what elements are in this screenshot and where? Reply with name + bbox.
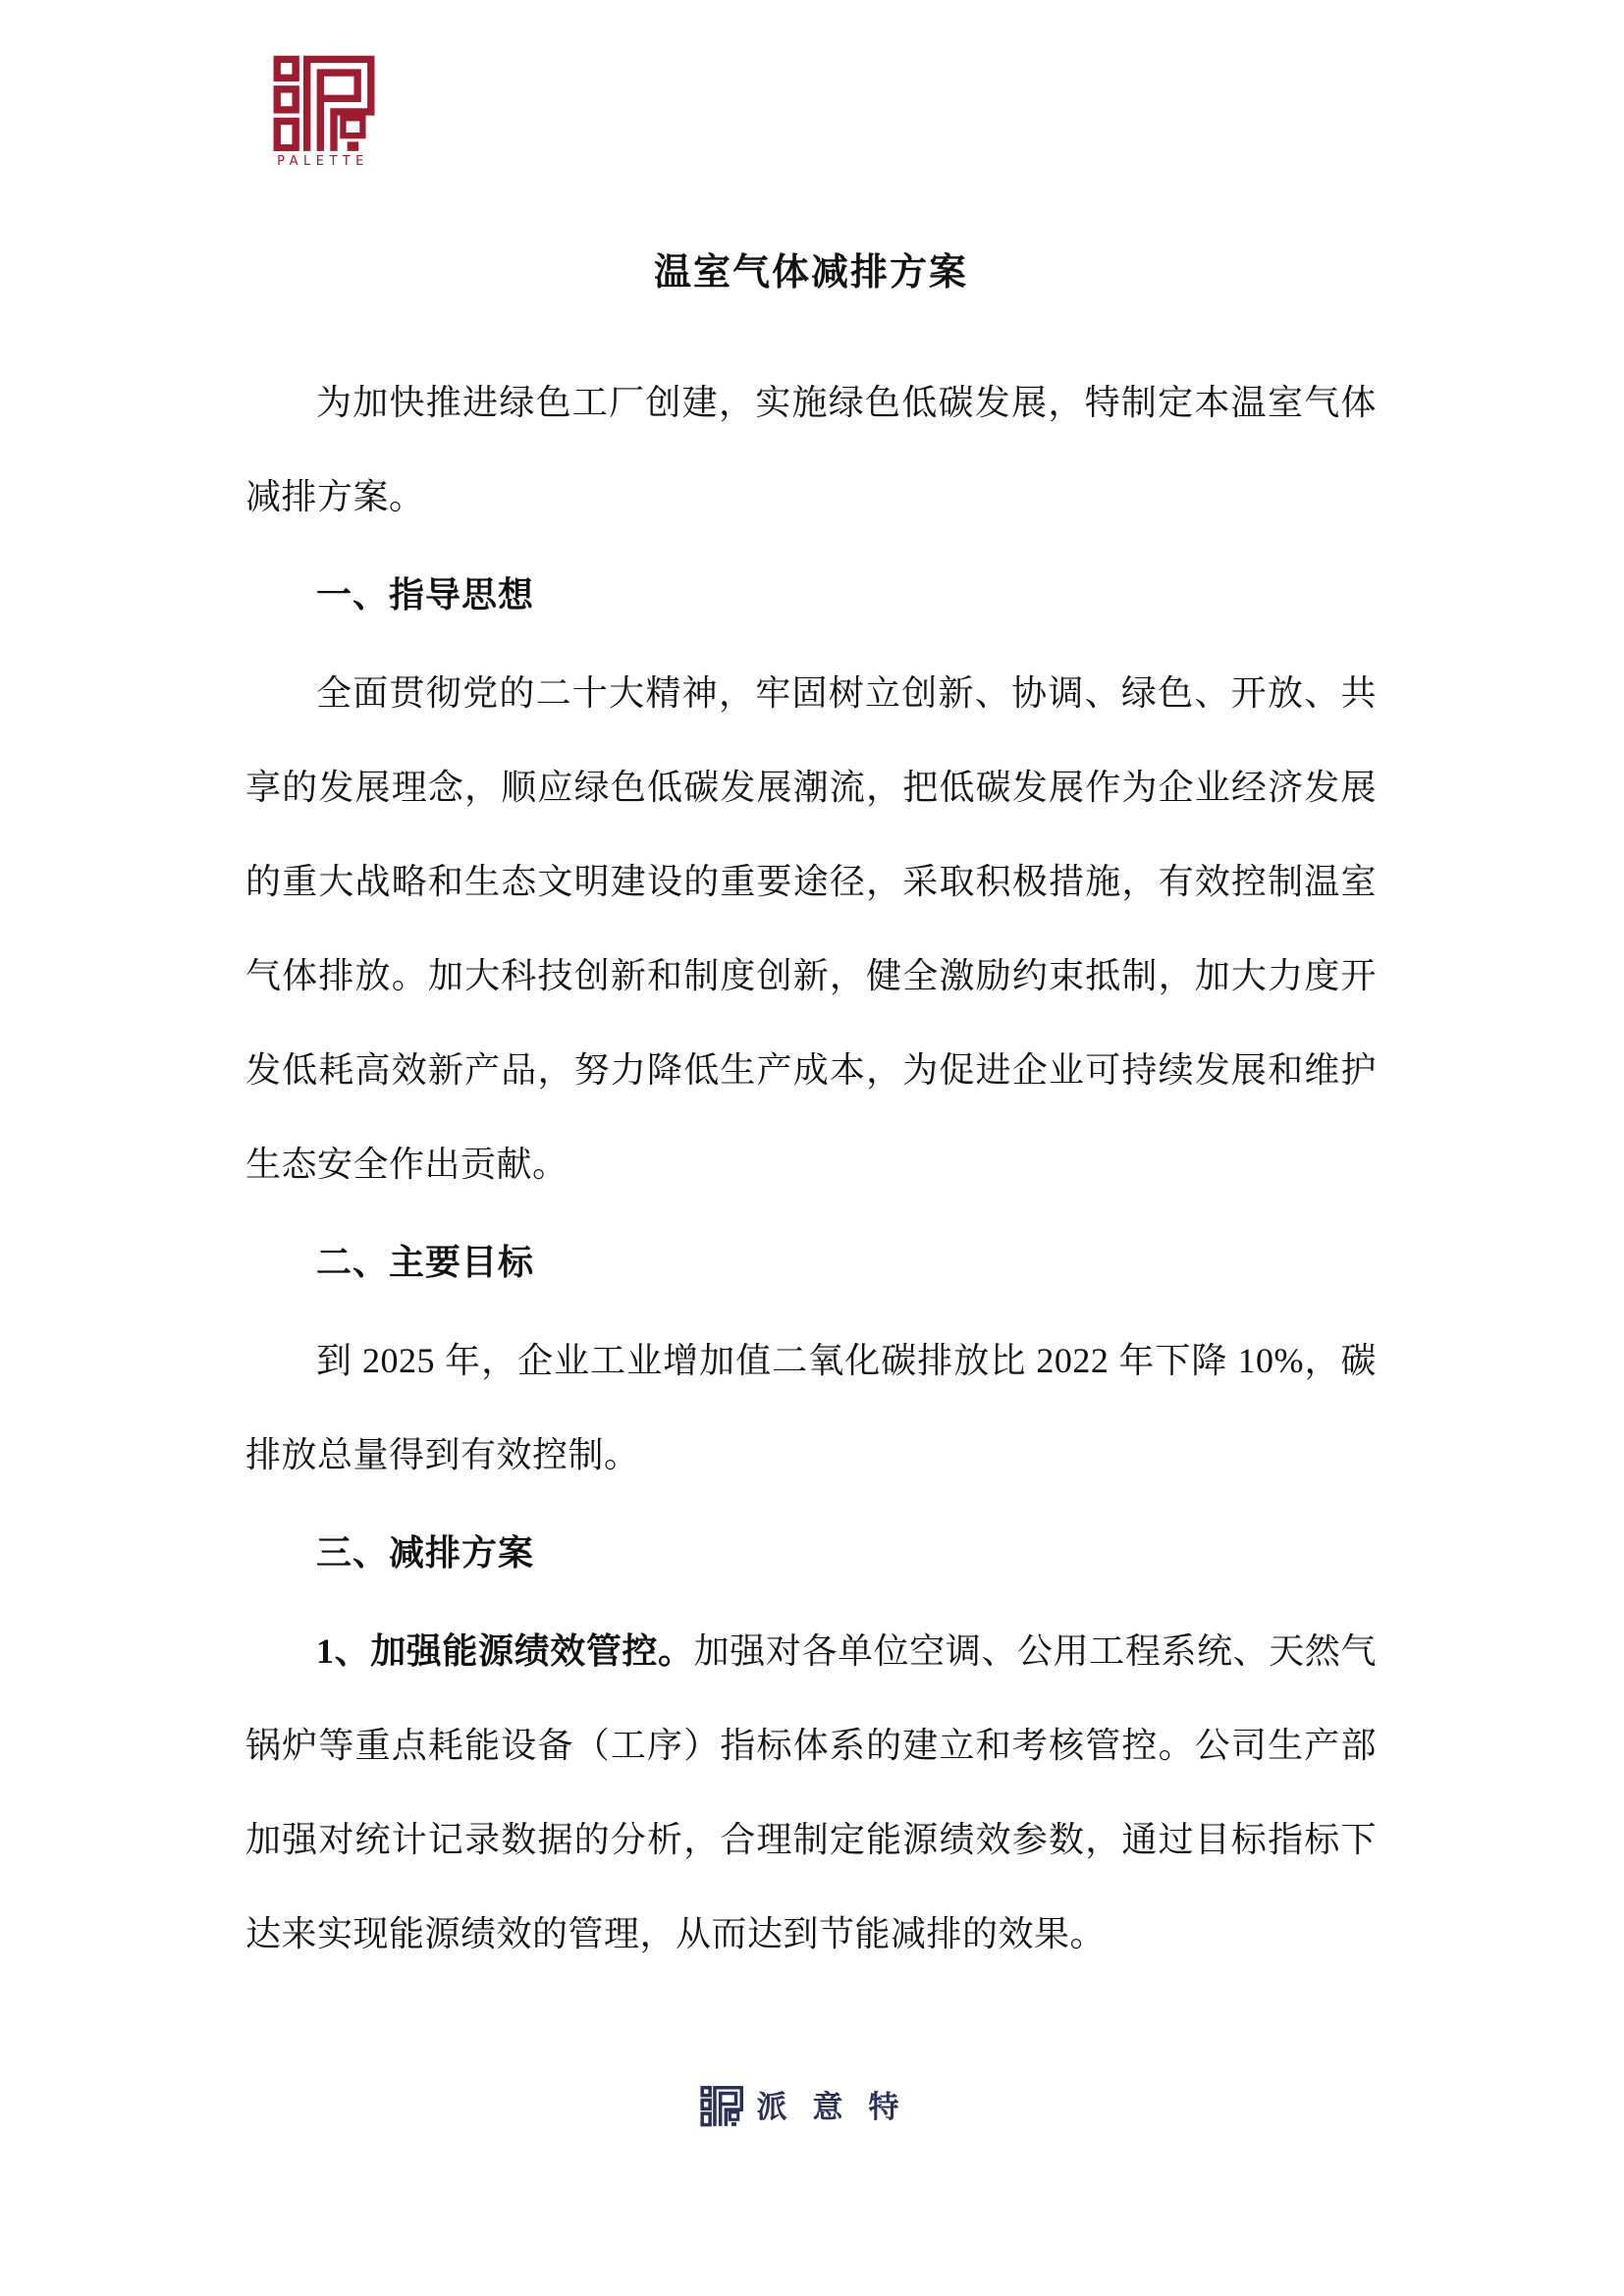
item-1-bold-label: 1、加强能源绩效管控。 bbox=[316, 1631, 694, 1671]
section-heading-1: 一、指导思想 bbox=[316, 575, 535, 614]
footer-brand-mark-icon bbox=[700, 2083, 743, 2128]
section-heading-2: 二、主要目标 bbox=[316, 1243, 535, 1282]
palette-wordmark: PALETTE bbox=[277, 154, 369, 169]
section-heading-3: 三、减排方案 bbox=[316, 1533, 535, 1573]
section-3-item-1 bbox=[245, 1604, 1377, 1981]
doc-title: 温室气体减排方案 bbox=[653, 252, 968, 294]
footer-brand-text: 派意特 bbox=[756, 2089, 925, 2124]
item-1-text: 加强对各单位空调、公用工程系统、天然气锅炉等重点耗能设备（工序）指标体系的建立和考核管控。公司生产部加强对统计记录数据的分析，合理制定能源绩效参数，通过目标指标下达来实现能源绩效的管理，从而达到节能减排的效果。 bbox=[245, 1631, 1377, 1953]
section-2-paragraph: 到 2025 年，企业工业增加值二氧化碳排放比 2022 年下降 10%，碳排放总量得到有效控制。 bbox=[245, 1341, 1377, 1474]
intro-paragraph: 为加快推进绿色工厂创建，实施绿色低碳发展，特制定本温室气体减排方案。 bbox=[245, 383, 1377, 516]
footer-brand bbox=[0, 2083, 1624, 2128]
section-1-paragraph: 全面贯彻党的二十大精神，牢固树立创新、协调、绿色、开放、共享的发展理念，顺应绿色低碳发展潮流，把低碳发展作为企业经济发展的重大战略和生态文明建设的重要途径，采取积极措施，有效控制温室气体排放。加大科技创新和制度创新，健全激励约束抵制，加大力度开发低耗高效新产品，努力降低生产成本，为促进企业可持续发展和维护生态安全作出贡献。 bbox=[245, 673, 1377, 1184]
